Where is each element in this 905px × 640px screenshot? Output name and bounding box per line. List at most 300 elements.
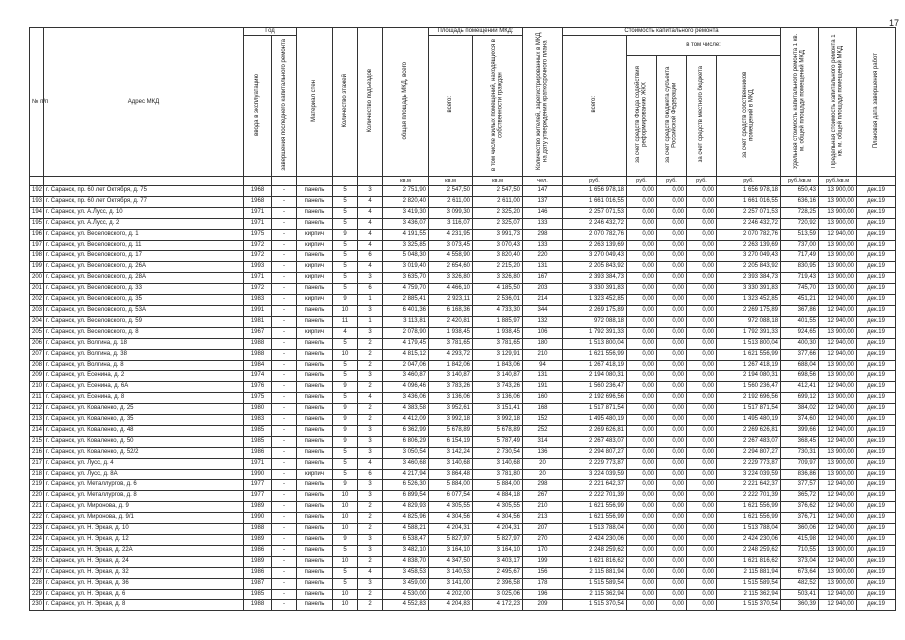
table-cell: панель [297,436,333,447]
table-cell: 203 [30,305,44,316]
table-cell: г. Саранск, ул. Н. Эркая, д. 32 [44,567,244,578]
table-cell: - [272,589,297,600]
table-cell: 2 229 773,87 [563,458,627,469]
table-cell: г. Саранск, ул. Металлургов, д. 6 [44,480,244,491]
table-cell: 4 191,55 [383,229,429,240]
table-cell: 4 347,50 [429,556,473,567]
table-cell: дек.19 [857,600,896,611]
table-cell: 673,64 [781,567,819,578]
table-cell: 2 115 881,94 [563,567,627,578]
table-cell: панель [297,415,333,426]
table-cell: 719,43 [781,273,819,284]
table-cell: кирпич [297,273,333,284]
table-cell: 0,00 [657,436,687,447]
table-cell: 2 047,06 [383,360,429,371]
table-cell: - [272,415,297,426]
table-cell: г. Саранск, ул. Веселовского, д. 59 [44,316,244,327]
table-cell: 924,65 [781,327,819,338]
table-cell: 5 787,49 [473,436,523,447]
table-cell: 2 654,60 [429,262,473,273]
table-cell: г. Саранск, ул. Есенина, д. 6А [44,382,244,393]
table-cell: 0,00 [627,578,657,589]
table-cell: дек.19 [857,251,896,262]
table-cell: 4 838,70 [383,556,429,567]
table-cell: 5 [333,262,358,273]
table-cell: г. Саранск, пр. 60 лет Октября, д. 77 [44,196,244,207]
table-cell: 10 [333,305,358,316]
table-row [30,502,896,513]
table-cell: 4 305,55 [429,502,473,513]
table-cell: дек.19 [857,480,896,491]
table-cell: 1 842,06 [429,360,473,371]
table-cell: 698,56 [781,371,819,382]
table-cell: 203 [523,284,563,295]
table-cell: г. Саранск, ул. Миронова, д. 9 [44,502,244,513]
table-cell: 3 436,06 [383,393,429,404]
table-cell: 5 [333,240,358,251]
table-cell: 2 215,20 [473,262,523,273]
table-cell: 146 [523,207,563,218]
table-cell: панель [297,349,333,360]
table-cell: 9 [333,480,358,491]
table-cell: 156 [523,567,563,578]
table-cell: 2 [358,600,383,611]
table-cell: дек.19 [857,567,896,578]
table-cell: 1 621 816,62 [717,556,781,567]
table-cell: 9 [333,382,358,393]
table-cell: г. Саранск, ул. Веселовского, д. 28А [44,273,244,284]
header-total-area: общая площадь МКД, всего [383,28,429,177]
table-cell: г. Саранск, ул. Н. Эркая, д. 12 [44,535,244,546]
table-cell: 2 229 773,87 [717,458,781,469]
table-cell: панель [297,382,333,393]
table-cell: 0,00 [687,382,717,393]
table-cell: 6 806,29 [383,436,429,447]
table-cell: 1972 [244,251,272,262]
table-cell: панель [297,600,333,611]
table-cell: 3 129,91 [473,349,523,360]
table-cell: 1 495 480,19 [717,415,781,426]
table-cell: 1 661 016,55 [563,196,627,207]
table-cell: 1968 [244,186,272,197]
table-cell: 836,86 [781,469,819,480]
table-cell: 0,00 [627,556,657,567]
table-cell: 3 116,07 [429,218,473,229]
table-cell: кирпич [297,469,333,480]
table-cell: 3 419,30 [383,207,429,218]
table-cell: г. Саранск, ул. Коваленко, д. 50 [44,436,244,447]
table-cell: - [272,305,297,316]
table-cell: 1972 [244,240,272,251]
table-cell: 13 900,00 [819,251,857,262]
header-entrances: Количество подъездов [358,28,383,177]
table-cell: 2 [358,349,383,360]
table-cell: 451,21 [781,295,819,306]
table-row [30,349,896,360]
table-cell: 133 [523,240,563,251]
table-cell: 2 222 701,39 [717,491,781,502]
table-row [30,316,896,327]
table-cell: 0,00 [687,567,717,578]
table-cell: 0,00 [687,447,717,458]
table-cell: 1 843,06 [473,360,523,371]
table-cell: 1986 [244,447,272,458]
header-unit-cost: Удельная стоимость капитального ремонта 1 кв. м. общей площади помещений МКД [781,28,819,177]
table-cell: 0,00 [687,393,717,404]
table-cell: 1 513 788,04 [563,524,627,535]
table-cell: 221 [30,502,44,513]
table-cell: 0,00 [687,327,717,338]
table-cell: 3 270 049,43 [717,251,781,262]
table-cell: - [272,600,297,611]
table-cell: 3 [358,186,383,197]
table-cell: 5 678,89 [473,425,523,436]
table-cell: 3 [358,436,383,447]
header-num: № п/п [30,28,44,177]
table-cell: 0,00 [657,305,687,316]
table-cell: 2 611,00 [473,196,523,207]
table-cell: 10 [333,502,358,513]
table-cell: - [272,545,297,556]
table-cell: панель [297,556,333,567]
table-cell: - [272,425,297,436]
table-cell: 0,00 [627,535,657,546]
table-cell: панель [297,447,333,458]
table-cell: 224 [30,535,44,546]
table-cell: 2 070 782,76 [563,229,627,240]
table-cell: 170 [523,545,563,556]
table-cell: 11 [333,316,358,327]
table-cell: 0,00 [687,524,717,535]
table-cell: 9 [333,436,358,447]
table-cell: 270 [523,535,563,546]
table-cell: 3 991,73 [473,229,523,240]
table-cell: 1988 [244,338,272,349]
table-cell: 4 204,31 [429,524,473,535]
table-row [30,600,896,611]
table-cell: 3 [358,425,383,436]
table-cell: 10 [333,524,358,535]
table-cell: дек.19 [857,295,896,306]
table-cell: дек.19 [857,338,896,349]
table-cell: 204 [30,316,44,327]
table-cell: 4 [358,229,383,240]
table-cell: 0,00 [657,186,687,197]
table-cell: 3 952,61 [429,404,473,415]
table-cell: 367,86 [781,305,819,316]
table-cell: 202 [30,295,44,306]
table-cell: 0,00 [657,578,687,589]
table-cell: 0,00 [657,589,687,600]
table-cell: 210 [523,502,563,513]
table-cell: 0,00 [687,458,717,469]
table-cell: дек.19 [857,447,896,458]
table-cell: 4 204,83 [429,600,473,611]
table-cell: 1987 [244,578,272,589]
table-cell: 3 050,54 [383,447,429,458]
table-cell: 167 [523,273,563,284]
table-cell: 4 [358,207,383,218]
table-cell: г. Саранск, ул. Лусс, д. 4 [44,458,244,469]
table-cell: 2 246 432,72 [563,218,627,229]
table-cell: 4 [358,393,383,404]
table-cell: 160 [523,393,563,404]
table-cell: 412,41 [781,382,819,393]
table-cell: 3 330 391,83 [563,284,627,295]
table-cell: 0,00 [687,600,717,611]
header-year-repair: завершения последнего капитального ремонта [272,36,297,177]
table-cell: 482,52 [781,578,819,589]
table-cell: панель [297,524,333,535]
table-row [30,567,896,578]
table-cell: 12 940,00 [819,316,857,327]
table-cell: 12 940,00 [819,305,857,316]
table-cell: 3 140,87 [429,371,473,382]
table-cell: 2 267 483,07 [563,436,627,447]
table-cell: 2 751,90 [383,186,429,197]
table-cell: 1986 [244,545,272,556]
table-cell: 2 248 259,62 [717,545,781,556]
table-cell: 4 825,96 [383,513,429,524]
table-cell: кирпич [297,262,333,273]
table-cell: 3 224 039,59 [563,469,627,480]
table-cell: 5 [333,393,358,404]
table-cell: 0,00 [687,491,717,502]
table-cell: 5 [333,207,358,218]
table-cell: 2 325,07 [473,218,523,229]
table-cell: 3 113,81 [383,316,429,327]
table-cell: 3 019,40 [383,262,429,273]
table-row [30,393,896,404]
table-cell: 0,00 [687,284,717,295]
table-cell: - [272,349,297,360]
table-cell: 2 [358,589,383,600]
table-cell: г. Саранск, ул. Коваленко, д. 25 [44,404,244,415]
table-cell: дек.19 [857,502,896,513]
table-cell: 3 164,10 [473,545,523,556]
table-cell: 214 [523,295,563,306]
table-cell: 2 269 175,89 [563,305,627,316]
table-cell: 4 530,00 [383,589,429,600]
table-cell: 2 [358,502,383,513]
table-cell: 2 396,58 [473,578,523,589]
table-cell: 0,00 [687,469,717,480]
table-cell: 636,16 [781,196,819,207]
table-cell: г. Саранск, ул. Н. Эркая, д. 36 [44,578,244,589]
table-cell: 972 088,18 [717,316,781,327]
table-cell: 2 205 843,92 [563,262,627,273]
table-cell: панель [297,425,333,436]
table-cell: 3 459,00 [383,578,429,589]
table-cell: 2 221 642,37 [563,480,627,491]
header-area-group: Площадь помещений МКД: [429,28,523,36]
table-row [30,327,896,338]
table-row [30,458,896,469]
table-cell: 6 077,54 [429,491,473,502]
table-cell: г. Саранск, ул. Веселовского, д. 53А [44,305,244,316]
table-cell: 2 420,81 [429,316,473,327]
table-cell: 4 293,72 [429,349,473,360]
table-cell: 195 [30,218,44,229]
table-cell: 0,00 [627,567,657,578]
table-cell: 1 621 556,99 [717,502,781,513]
table-cell: 0,00 [657,316,687,327]
table-cell: 0,00 [627,545,657,556]
table-cell: 9 [333,535,358,546]
table-cell: 0,00 [687,556,717,567]
table-cell: 0,00 [657,524,687,535]
table-cell: 0,00 [657,545,687,556]
table-cell: 216 [30,447,44,458]
table-cell: 2 294 807,27 [563,447,627,458]
table-cell: 3 164,10 [429,545,473,556]
table-cell: 12 940,00 [819,349,857,360]
table-cell: 1980 [244,404,272,415]
table-cell: 1989 [244,502,272,513]
table-cell: - [272,404,297,415]
table-cell: 3 460,68 [383,458,429,469]
table-row [30,469,896,480]
table-cell: 0,00 [657,196,687,207]
table-cell: 2 393 384,73 [717,273,781,284]
table-cell: 4 304,56 [473,513,523,524]
table-cell: 1985 [244,589,272,600]
table-cell: 1 938,45 [429,327,473,338]
table-cell: панель [297,207,333,218]
table-cell: 0,00 [657,535,687,546]
table-cell: дек.19 [857,513,896,524]
table-cell: г. Саранск, ул. Волгина, д. 18 [44,338,244,349]
table-cell: 12 940,00 [819,535,857,546]
table-cell: 2 923,11 [429,295,473,306]
table-cell: 0,00 [657,425,687,436]
table-cell: - [272,436,297,447]
table-cell: 215 [30,436,44,447]
table-cell: 218 [30,469,44,480]
table-cell: дек.19 [857,305,896,316]
table-cell: 1989 [244,556,272,567]
table-cell: 0,00 [627,338,657,349]
table-cell: г. Саранск, ул. Миронова, д. 9/1 [44,513,244,524]
table-cell: 0,00 [627,589,657,600]
table-cell: 2 192 696,56 [717,393,781,404]
table-cell: 1977 [244,491,272,502]
unit-cell: руб. [627,177,657,186]
table-cell: 4 558,90 [429,251,473,262]
table-cell: 5 [333,469,358,480]
table-cell: 205 [30,327,44,338]
table-cell: 12 940,00 [819,415,857,426]
table-cell: - [272,273,297,284]
table-cell: 3 070,43 [473,240,523,251]
table-cell: 5 [333,567,358,578]
table-cell: 3 743,26 [473,382,523,393]
table-cell: г. Саранск, ул. Веселовского, д. 8 [44,327,244,338]
table-cell: 191 [523,382,563,393]
table-cell: 1 656 978,18 [717,186,781,197]
table-cell: 4 466,10 [429,284,473,295]
table-cell: 0,00 [657,360,687,371]
table-cell: 1986 [244,567,272,578]
table-cell: 194 [30,207,44,218]
table-row [30,480,896,491]
table-cell: - [272,186,297,197]
page-number: 17 [888,18,899,28]
table-cell: 1976 [244,382,272,393]
table-cell: 2 [358,360,383,371]
table-cell: 4 185,50 [473,284,523,295]
table-cell: 0,00 [687,371,717,382]
table-cell: 1975 [244,393,272,404]
table-cell: 267 [523,491,563,502]
table-cell: 0,00 [627,305,657,316]
table-cell: 4 231,95 [429,229,473,240]
table-cell: 13 900,00 [819,240,857,251]
table-cell: 106 [523,327,563,338]
unit-cell: руб./кв.м [819,177,857,186]
header-including: в том числе: [627,36,781,56]
table-cell: панель [297,218,333,229]
repair-plan-table [29,27,896,611]
table-cell: 1 661 016,55 [717,196,781,207]
table-cell: 3 [358,480,383,491]
table-row [30,415,896,426]
table-row [30,578,896,589]
table-cell: 6 [358,469,383,480]
table-cell: 1 515 370,54 [717,600,781,611]
table-cell: г. Саранск, пр. 60 лет Октября, д. 75 [44,186,244,197]
table-row [30,251,896,262]
table-cell: 2 257 071,53 [717,207,781,218]
table-cell: 0,00 [627,600,657,611]
unit-cell: руб. [657,177,687,186]
table-cell: - [272,447,297,458]
table-cell: 0,00 [687,415,717,426]
table-cell: - [272,469,297,480]
table-cell: 365,72 [781,491,819,502]
table-row [30,425,896,436]
table-cell: дек.19 [857,207,896,218]
table-cell: 217 [30,458,44,469]
table-cell: 3 [358,447,383,458]
table-cell: 223 [30,524,44,535]
unit-cell: кв.м [473,177,523,186]
table-cell: 5 [333,251,358,262]
table-cell: 0,00 [627,371,657,382]
table-cell: - [272,524,297,535]
header-limit-cost: Предельная стоимость капитального ремонта 1 кв. м. общей площади помещений МКД [819,28,857,177]
table-cell: 1990 [244,513,272,524]
table-cell: г. Саранск, ул. А.Лусс, д. 10 [44,207,244,218]
table-cell: 13 900,00 [819,327,857,338]
table-cell: 373,04 [781,556,819,567]
table-cell: 1 885,97 [473,316,523,327]
table-cell: 1 515 589,54 [717,578,781,589]
table-cell: 4 383,58 [383,404,429,415]
table-cell: 0,00 [687,316,717,327]
table-cell: 2 263 139,69 [717,240,781,251]
table-cell: 1993 [244,262,272,273]
table-cell: 1968 [244,196,272,207]
table-cell: 10 [333,589,358,600]
table-cell: 2 221 642,37 [717,480,781,491]
table-cell: г. Саранск, ул. Лусс, д. 8А [44,469,244,480]
table-cell: 2 424 230,06 [563,535,627,546]
table-cell: кирпич [297,295,333,306]
table-cell: 13 900,00 [819,196,857,207]
table-cell: 2 222 701,39 [563,491,627,502]
table-cell: 12 940,00 [819,425,857,436]
